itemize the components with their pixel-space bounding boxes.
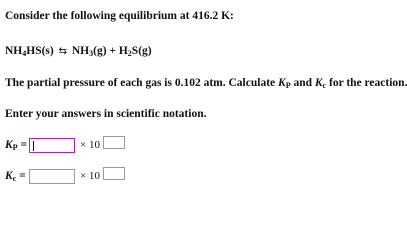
kc-exponent-input[interactable] <box>103 167 125 180</box>
kp-answer-row <box>5 136 205 156</box>
reaction-equation <box>5 44 152 59</box>
reactant: $NH_4HS(s)$ <box>5 45 54 58</box>
kc-times-ten: × 10 <box>80 170 100 182</box>
products: $NH_3(g) + H_2S(g)$ <box>71 45 152 58</box>
instruction-text: Enter your answers in scientific notation. <box>5 108 207 120</box>
given-text <box>5 76 407 90</box>
kp-times-ten: × 10 <box>80 139 100 151</box>
kc-subscript: c <box>322 81 327 90</box>
equilibrium-arrows-icon: ⇆ <box>58 46 67 57</box>
kc-answer-row <box>5 167 205 187</box>
kc-mantissa-input[interactable] <box>29 169 75 184</box>
intro-text: Consider the following equilibrium at 416.2 K: <box>5 10 234 22</box>
kp-symbol: K <box>278 77 286 89</box>
kp-subscript: P <box>285 81 291 90</box>
text-cursor <box>33 141 34 151</box>
given-prefix: The partial pressure of each gas is 0.102 atm. Calculate <box>5 77 279 89</box>
kp-exponent-input[interactable] <box>103 136 125 149</box>
kc-symbol: K <box>314 77 323 89</box>
given-and: and <box>290 77 315 89</box>
given-suffix: for the reaction. <box>326 77 407 89</box>
kc-label: $K_c$ = <box>5 170 26 183</box>
kp-mantissa-input[interactable] <box>29 138 75 153</box>
kp-label: $K_P$ = <box>5 139 27 152</box>
